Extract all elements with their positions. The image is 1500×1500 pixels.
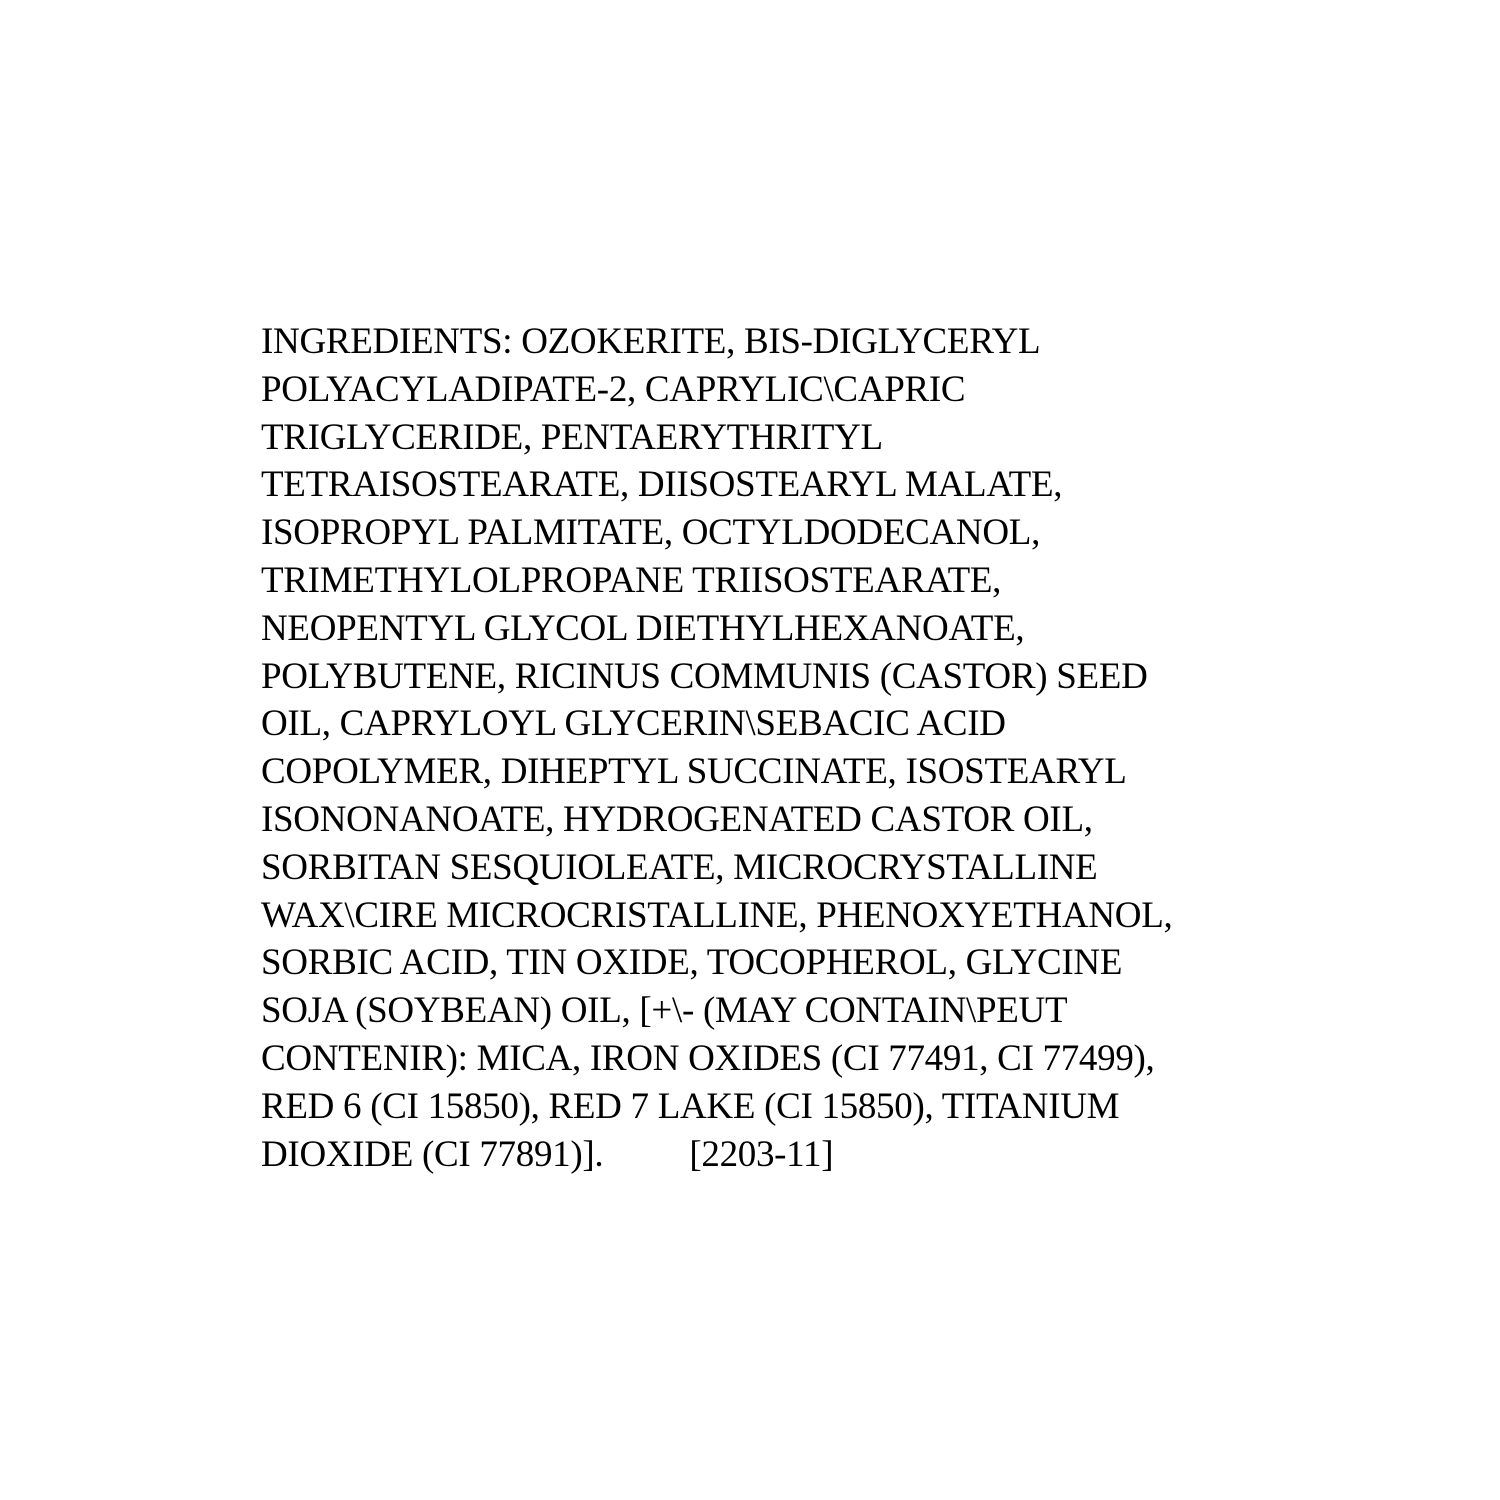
ingredients-line-4: TETRAISOSTEARATE, DIISOSTEARYL MALATE, [261,464,1063,506]
ingredients-line-5: ISOPROPYL PALMITATE, OCTYLDODECANOL, [261,512,1041,554]
ingredients-list [261,318,1361,1178]
ingredients-line-3: TRIGLYCERIDE, PENTAERYTHRITYL [261,416,883,458]
ingredients-line-16: CONTENIR): MICA, IRON OXIDES (CI 77491, CI 77499), [261,1037,1155,1079]
ingredients-line-14: SORBIC ACID, TIN OXIDE, TOCOPHEROL, GLYCINE [261,942,1123,984]
ingredients-line-6: TRIMETHYLOLPROPANE TRIISOSTEARATE, [261,559,1002,601]
ingredients-line-10: COPOLYMER, DIHEPTYL SUCCINATE, ISOSTEARYL [261,751,1127,793]
ingredients-line-12: SORBITAN SESQUIOLEATE, MICROCRYSTALLINE [261,846,1098,888]
lot-code: [2203-11] [689,1133,834,1175]
ingredients-line-7: NEOPENTYL GLYCOL DIETHYLHEXANOATE, [261,607,1025,649]
ingredients-final-text: DIOXIDE (CI 77891)]. [261,1133,604,1175]
ingredients-line-8: POLYBUTENE, RICINUS COMMUNIS (CASTOR) SEED [261,655,1148,697]
ingredients-line-17: RED 6 (CI 15850), RED 7 LAKE (CI 15850), TITANIUM [261,1085,1120,1127]
ingredients-line-2: POLYACYLADIPATE-2, CAPRYLIC\CAPRIC [261,368,966,410]
ingredients-line-13: WAX\CIRE MICROCRISTALLINE, PHENOXYETHANOL, [261,894,1173,936]
ingredients-line-18 [261,1131,1361,1179]
ingredients-line-9: OIL, CAPRYLOYL GLYCERIN\SEBACIC ACID [261,703,1006,745]
ingredients-line-11: ISONONANOATE, HYDROGENATED CASTOR OIL, [261,798,1093,840]
ingredients-line-1: INGREDIENTS: OZOKERITE, BIS-DIGLYCERYL [261,321,1041,362]
ingredients-line-15: SOJA (SOYBEAN) OIL, [+\- (MAY CONTAIN\PEUT [261,990,1068,1032]
